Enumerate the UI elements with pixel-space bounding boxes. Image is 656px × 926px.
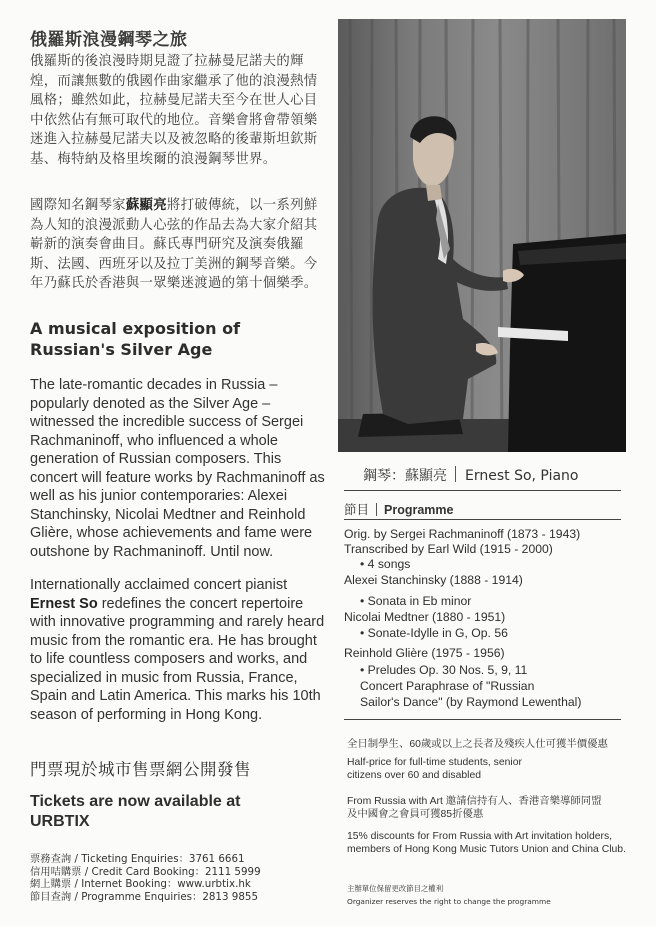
divider-line [344,719,621,720]
programme-line: • Preludes Op. 30 Nos. 5, 9, 11 [360,663,528,677]
performer-en: Ernest So, Piano [465,468,579,484]
tickets-english: Tickets are now available at URBTIX [30,793,241,830]
programme-line: Sailor's Dance" (by Raymond Lewenthal) [360,695,582,709]
pianist-photo [338,19,626,452]
chinese-title: 俄羅斯浪漫鋼琴之旅 [30,30,188,50]
enquiry-line: 信用咭購票 / Credit Card Booking：2111 5999 [30,865,261,878]
caption-divider [455,466,456,482]
discount-en: 15% discounts for From Russia with Art invitation holders, members of Hong Kong Music Tutors Union and China Club. [347,831,626,855]
chinese-paragraph-2 [30,196,320,294]
programme-line: Reinhold Glière (1975 - 1956) [344,646,505,660]
discount-zh: From Russia with Art 邀請信持有人、香港音樂導師同盟及中國會之會員可獲85折優惠 [347,796,602,820]
programme-line: • Sonate-Idylle in G, Op. 56 [360,626,508,640]
tickets-chinese: 門票現於城市售票網公開發售 [30,760,251,779]
chinese-para2-rest: 將打破傳統，以一系列鮮為人知的浪漫派動人心弦的作品去為大家介紹其嶄新的演奏會曲目。蘇氏專門研究及演奏俄羅斯、法國、西班牙以及拉丁美洲的鋼琴音樂。今年乃蘇氏於香港與一眾樂迷渡過的第十個樂季。 [30,198,318,291]
programme-label-zh: 節目 [344,502,370,517]
english-pianist-name: Ernest So [30,595,98,612]
programme-line: • Sonata in Eb minor [360,594,472,608]
chinese-paragraph-1: 俄羅斯的後浪漫時期見證了拉赫曼尼諾夫的輝煌，而讓無數的俄國作曲家繼承了他的浪漫熱情風格；雖然如此，拉赫曼尼諾夫至今在世人心目中依然佔有無可取代的地位。音樂會將會帶領樂迷進入拉赫曼尼諾夫以及被忽略的後輩斯坦欽斯基、梅特納及格里埃爾的浪漫鋼琴世界。 [30,54,318,167]
half-price-zh: 全日制學生、60歲或以上之長者及殘疾人仕可獲半價優惠 [347,739,608,750]
chinese-para2-lead: 國際知名鋼琴家 [30,198,126,213]
programme-line: Transcribed by Earl Wild (1915 - 2000) [344,542,553,556]
divider-line [344,519,621,520]
organizer-note-en: Organizer reserves the right to change the programme [347,897,551,906]
performer-caption [363,465,613,485]
organizer-note-zh: 主辦單位保留更改節目之權利 [347,884,444,893]
chinese-pianist-name: 蘇顯亮 [125,198,167,213]
performer-zh: 鋼琴：蘇顯亮 [363,468,447,484]
enquiry-line: 節目查詢 / Programme Enquiries：2813 9855 [30,890,259,903]
enquiries-list [30,853,330,903]
programme-line: Concert Paraphrase of "Russian [360,679,535,693]
programme-line: Alexei Stanchinsky (1888 - 1914) [344,573,523,587]
english-para2-rest: redefines the concert repertoire with innovative programming and rarely heard music from the romantic era. He has brought to life countless composers and works, and specialized in music from Russia, France, Spain and Latin America. This marks his 10th season of performing in Hong Kong. [30,595,325,723]
english-paragraph-2 [30,576,328,724]
enquiry-line: 網上購票 / Internet Booking：www.urbtix.hk [30,878,251,891]
programme-heading [344,500,454,518]
english-paragraph-1: The late-romantic decades in Russia – popularly denoted as the Silver Age – witnessed the incredible success of Sergei Rachmaninoff, who influenced a whole generation of Russian composers. This concert will feature works by Rachmaninoff as well as his junior contemporaries: Alexei Stanchinsky, Nicolai Medtner and Reinhold Glière, whose achievements and fame were outshone by Rachmaninoff. Until now. [30,377,325,560]
programme-line: • 4 songs [360,557,411,571]
english-para2-lead: Internationally acclaimed concert pianist [30,577,288,593]
english-heading: A musical exposition of Russian's Silver Age [30,319,241,359]
half-price-en: Half-price for full-time students, senior citizens over 60 and disabled [347,757,522,781]
programme-label-en: Programme [384,503,454,517]
programme-divider [376,503,377,516]
programme-line: Orig. by Sergei Rachmaninoff (1873 - 1943) [344,527,581,541]
enquiry-line: 票務查詢 / Ticketing Enquiries：3761 6661 [30,853,245,865]
programme-line: Nicolai Medtner (1880 - 1951) [344,610,506,624]
divider-line [344,490,621,491]
